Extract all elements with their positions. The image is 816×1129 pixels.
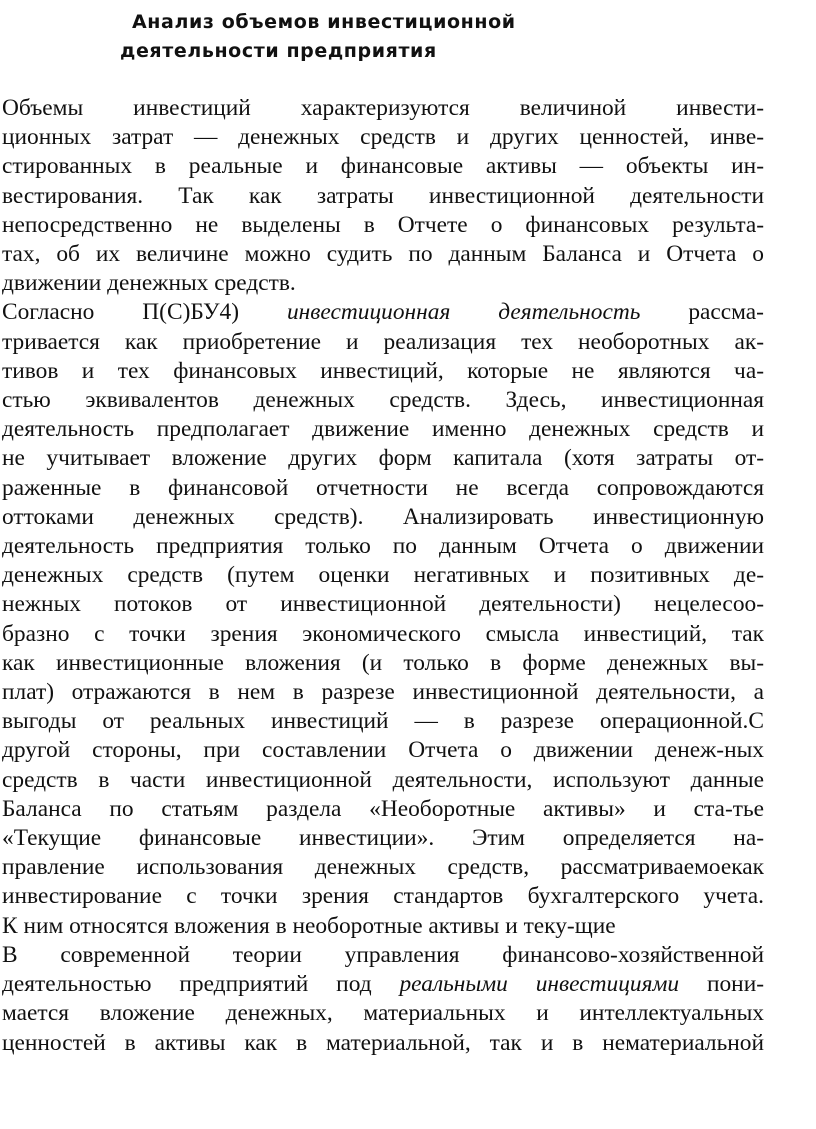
paragraph-2 [2,298,764,940]
paragraph-3 [2,941,764,1058]
title-line-1: Анализ объемов инвестиционной [132,11,516,33]
text-line: тривается как приобретение и реализация тех необоротных ак- [2,328,764,355]
text-line: как инвестиционные вложения (и только в форме денежных вы- [2,649,764,676]
text-line: денежных средств (путем оценки негативных и позитивных де- [2,562,764,589]
text-line: стью эквивалентов денежных средств. Здесь, инвестиционная [2,387,764,414]
text-line: плат) отражаются в нем в разрезе инвестиционной деятельности, а [2,679,764,706]
text-run: деятельностью предприятий под [2,971,400,998]
text-line: Баланса по статьям раздела «Необоротные активы» и ста-тье [2,795,764,822]
text-line [2,298,764,327]
text-line: мается вложение денежных, материальных и интеллектуальных [2,1000,764,1027]
document-title [120,8,720,66]
text-line: Объемы инвестиций характеризуются величиной инвести- [2,95,764,121]
title-line-2: деятельности предприятия [120,40,437,62]
text-line: ционных затрат — денежных средств и других ценностей, инве- [2,124,764,151]
text-line: средств в части инвестиционной деятельности, используют данные [2,766,764,793]
text-line: деятельность предприятия только по данным Отчета о движении [2,533,764,560]
text-line: оттоками денежных средств). Анализировать инвестиционную [2,503,764,530]
paragraph-1 [2,94,764,298]
document-body [2,94,764,1058]
italic-term: реальными инвестициями [399,971,680,998]
text-line: В современной теории управления финансово-хозяйственной [2,941,764,968]
text-line: не учитывает вложение других форм капитала (хотя затраты от- [2,445,764,472]
text-line: вестирования. Так как затраты инвестиционной деятельности [2,182,764,209]
text-line: стированных в реальные и финансовые активы — объекты ин- [2,153,764,180]
text-run: пони- [679,971,764,998]
text-line: «Текущие финансовые инвестиции». Этим определяется на- [2,825,764,852]
text-line: непосредственно не выделены в Отчете о финансовых результа- [2,211,764,238]
text-line [2,970,764,999]
text-line: деятельность предполагает движение именно денежных средств и [2,416,764,443]
text-line: другой стороны, при составлении Отчета о движении денеж-ных [2,737,764,764]
text-line: тах, об их величине можно судить по данным Баланса и Отчета о [2,241,764,268]
text-line: раженные в финансовой отчетности не всегда сопровождаются [2,474,764,501]
text-run: рассма- [640,299,764,326]
text-line: бразно с точки зрения экономического смысла инвестиций, так [2,620,764,647]
text-line: движении денежных средств. [2,270,296,297]
text-line: нежных потоков от инвестиционной деятельности) нецелесоо- [2,591,764,618]
text-line: выгоды от реальных инвестиций — в разрезе операционной.С [2,708,764,735]
text-line: ценностей в активы как в материальной, так и в нематериальной [2,1029,764,1056]
text-line: тивов и тех финансовых инвестиций, которые не являются ча- [2,357,764,384]
text-line: правление использования денежных средств, рассматриваемоекак [2,854,764,881]
italic-term: инвестиционная деятельность [286,299,641,326]
text-run: Согласно П(С)БУ4) [2,299,287,326]
text-line: К ним относятся вложения в необоротные активы и теку-щие [2,912,616,939]
text-line: инвестирование с точки зрения стандартов бухгалтерского учета. [2,883,764,910]
